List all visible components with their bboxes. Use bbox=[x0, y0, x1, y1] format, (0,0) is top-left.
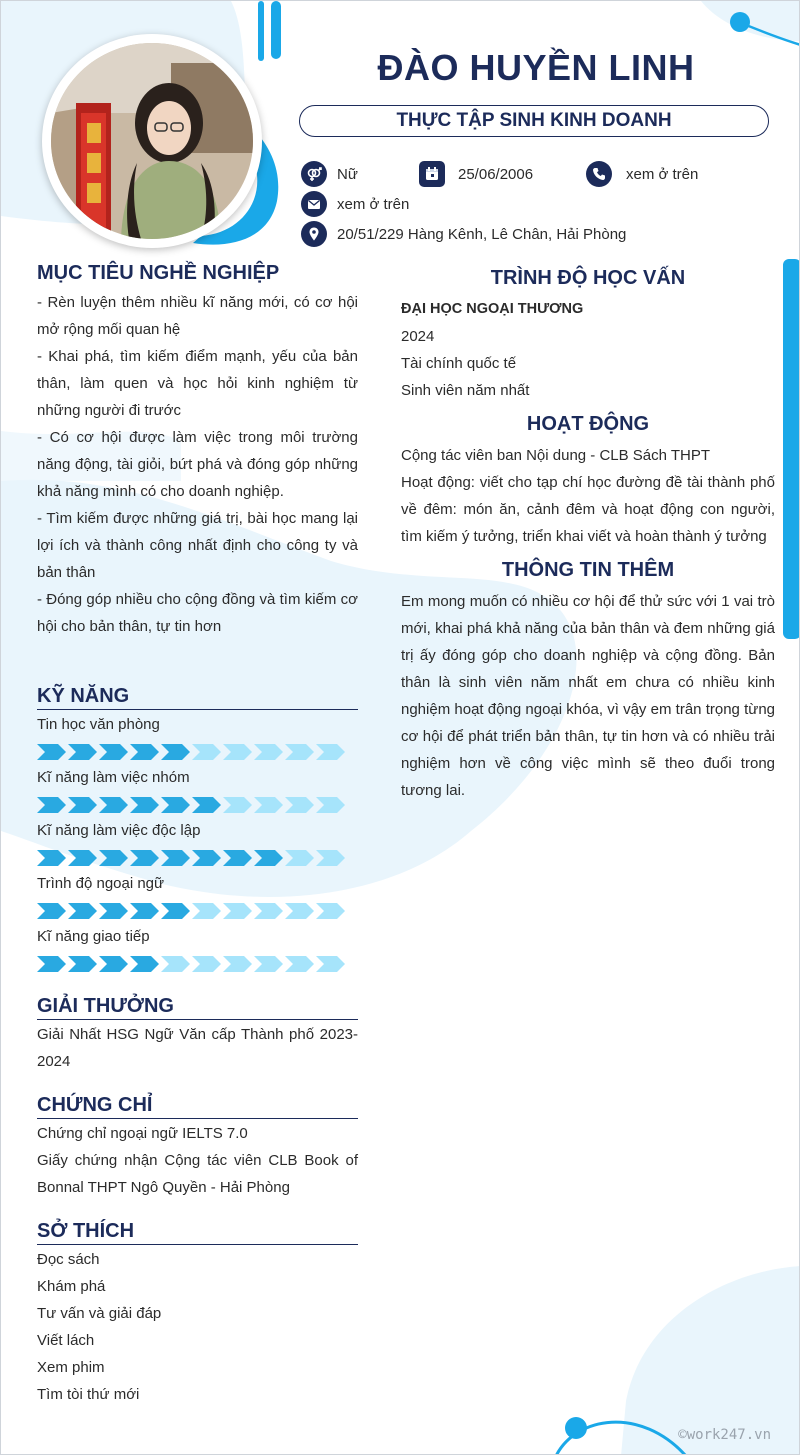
education-major: Tài chính quốc tế bbox=[401, 355, 517, 372]
activities-heading: HOẠT ĐỘNG bbox=[526, 413, 650, 435]
education-year: 2024 bbox=[401, 328, 435, 345]
skill-chevron bbox=[37, 744, 66, 760]
hobby-item: Tìm tòi thứ mới bbox=[37, 1386, 140, 1403]
skill-chevron bbox=[254, 956, 283, 972]
skill-label: Kĩ năng làm việc độc lập bbox=[37, 822, 201, 839]
skill-chevron bbox=[316, 850, 345, 866]
gender-value: Nữ bbox=[337, 165, 358, 183]
extra-info-heading: THÔNG TIN THÊM bbox=[501, 559, 675, 581]
profile-photo bbox=[51, 43, 253, 239]
education-details bbox=[401, 296, 775, 404]
skill-chevron bbox=[99, 850, 128, 866]
phone-icon bbox=[586, 161, 612, 187]
skill-chevron bbox=[285, 956, 314, 972]
watermark: ©work247.vn bbox=[678, 1427, 771, 1443]
avatar bbox=[42, 34, 262, 248]
objective-item: - Đóng góp nhiều cho cộng đồng và tìm kiếm cơ hội cho bản thân, tự tin hơn bbox=[37, 591, 358, 635]
hobby-item: Viết lách bbox=[37, 1332, 95, 1349]
skill-chevron bbox=[316, 797, 345, 813]
email-icon bbox=[301, 191, 327, 217]
skill-chevron bbox=[254, 850, 283, 866]
dob-info bbox=[419, 161, 533, 187]
education-heading: TRÌNH ĐỘ HỌC VẤN bbox=[490, 267, 686, 289]
gender-icon bbox=[301, 161, 327, 187]
objective-item: - Rèn luyện thêm nhiều kĩ năng mới, có cơ hội mở rộng mối quan hệ bbox=[37, 294, 358, 338]
skill-chevron bbox=[223, 956, 252, 972]
skill-label: Kĩ năng làm việc nhóm bbox=[37, 769, 190, 786]
gender-info bbox=[301, 161, 358, 187]
skill-chevron bbox=[37, 850, 66, 866]
skill-chevron bbox=[254, 744, 283, 760]
activity-role: Cộng tác viên ban Nội dung - CLB Sách THPT bbox=[401, 447, 711, 464]
phone-value: xem ở trên bbox=[626, 165, 699, 183]
skill-chevron bbox=[192, 956, 221, 972]
objective-list bbox=[37, 289, 358, 640]
dob-value: 25/06/2006 bbox=[458, 165, 534, 183]
skill-chevron bbox=[316, 956, 345, 972]
objective-item: - Có cơ hội được làm việc trong môi trường năng động, tài giỏi, bứt phá và đóng góp những khả năng mình có cho doanh nghiệp. bbox=[37, 429, 358, 500]
location-icon bbox=[301, 221, 327, 247]
skill-chevron bbox=[192, 797, 221, 813]
activity-description: Hoạt động: viết cho tạp chí học đường đề tài thành phố về đêm: món ăn, cảnh đêm và hoạt động con người, tìm kiếm ý tưởng, triển khai viết và hoàn thành ý tưởng bbox=[401, 474, 775, 545]
skill-chevron bbox=[285, 903, 314, 919]
skill-label: Trình độ ngoại ngữ bbox=[37, 875, 165, 892]
skill-chevron bbox=[130, 850, 159, 866]
skill-label: Tin học văn phòng bbox=[37, 716, 160, 733]
skill-chevron bbox=[68, 956, 97, 972]
skill-chevron bbox=[285, 744, 314, 760]
skill-chevron bbox=[192, 744, 221, 760]
skill-chevron bbox=[99, 956, 128, 972]
skill-chevron bbox=[68, 744, 97, 760]
skill-chevron bbox=[161, 850, 190, 866]
skill-bar bbox=[37, 744, 347, 760]
address-info bbox=[301, 221, 626, 247]
hobby-item: Khám phá bbox=[37, 1278, 106, 1295]
candidate-name: ĐÀO HUYỀN LINH bbox=[377, 47, 695, 88]
awards-heading: GIẢI THƯỞNG bbox=[37, 995, 358, 1020]
skill-label: Kĩ năng giao tiếp bbox=[37, 928, 150, 945]
phone-info bbox=[586, 161, 698, 187]
skill-chevron bbox=[161, 956, 190, 972]
education-note: Sinh viên năm nhất bbox=[401, 382, 530, 399]
skill-chevron bbox=[37, 797, 66, 813]
skill-chevron bbox=[316, 903, 345, 919]
skill-bar bbox=[37, 956, 347, 972]
skill-chevron bbox=[99, 797, 128, 813]
certificate-item: Chứng chỉ ngoại ngữ IELTS 7.0 bbox=[37, 1125, 248, 1142]
certificates-heading: CHỨNG CHỈ bbox=[37, 1094, 358, 1119]
skill-chevron bbox=[130, 903, 159, 919]
skill-chevron bbox=[130, 956, 159, 972]
address-value: 20/51/229 Hàng Kênh, Lê Chân, Hải Phòng bbox=[337, 225, 627, 243]
skills-heading: KỸ NĂNG bbox=[37, 685, 358, 710]
calendar-icon bbox=[419, 161, 445, 187]
skill-chevron bbox=[254, 903, 283, 919]
activities-details bbox=[401, 442, 775, 550]
hobbies-heading: SỞ THÍCH bbox=[37, 1220, 358, 1245]
email-value: xem ở trên bbox=[337, 195, 410, 213]
skill-chevron bbox=[192, 850, 221, 866]
certificates-list bbox=[37, 1120, 358, 1201]
skill-chevron bbox=[192, 903, 221, 919]
skill-chevron bbox=[223, 903, 252, 919]
award-text: Giải Nhất HSG Ngữ Văn cấp Thành phố 2023-2024 bbox=[37, 1026, 358, 1070]
skill-chevron bbox=[37, 956, 66, 972]
extra-info-text: Em mong muốn có nhiều cơ hội để thử sức với 1 vai trò mới, khai phá khả năng của bản thân và đem những giá trị ấy đóng góp cho doanh nghiệp và cộng đồng. Bản thân là sinh viên năm nhất em chưa có nhiều kinh nghiệm hoạt động ngoại khóa, vì vậy em trân trọng từng cơ hội để phát triển bản thân, tự tin hơn và có nhiều trải nghiệm hơn về công việc mình sẽ theo đuổi trong tương lai. bbox=[401, 593, 775, 799]
skill-chevron bbox=[223, 797, 252, 813]
objective-heading: MỤC TIÊU NGHỀ NGHIỆP bbox=[37, 262, 280, 284]
position-title: THỰC TẬP SINH KINH DOANH bbox=[299, 105, 769, 137]
hobby-item: Xem phim bbox=[37, 1359, 105, 1376]
skill-chevron bbox=[223, 744, 252, 760]
skill-chevron bbox=[285, 797, 314, 813]
skill-chevron bbox=[37, 903, 66, 919]
skill-chevron bbox=[130, 797, 159, 813]
skill-chevron bbox=[99, 744, 128, 760]
hobby-item: Đọc sách bbox=[37, 1251, 100, 1268]
skill-chevron bbox=[130, 744, 159, 760]
skill-bar bbox=[37, 797, 347, 813]
skill-chevron bbox=[68, 797, 97, 813]
objective-item: - Tìm kiếm được những giá trị, bài học mang lại lợi ích và thành công nhất định cho công ty và bản thân bbox=[37, 510, 358, 581]
skill-chevron bbox=[161, 797, 190, 813]
objective-item: - Khai phá, tìm kiếm điểm mạnh, yếu của bản thân, làm quen và học hỏi kinh nghiệm từ những người đi trước bbox=[37, 348, 358, 419]
hobby-item: Tư vấn và giải đáp bbox=[37, 1305, 162, 1322]
school-name: ĐẠI HỌC NGOẠI THƯƠNG bbox=[401, 301, 584, 317]
skill-chevron bbox=[68, 903, 97, 919]
skill-chevron bbox=[316, 744, 345, 760]
skill-chevron bbox=[161, 903, 190, 919]
email-info bbox=[301, 191, 409, 217]
skill-chevron bbox=[223, 850, 252, 866]
skill-chevron bbox=[99, 903, 128, 919]
skill-chevron bbox=[161, 744, 190, 760]
skill-chevron bbox=[68, 850, 97, 866]
hobbies-list bbox=[37, 1246, 358, 1408]
certificate-item: Giấy chứng nhận Cộng tác viên CLB Book of Bonnal THPT Ngô Quyền - Hải Phòng bbox=[37, 1152, 358, 1196]
skill-chevron bbox=[285, 850, 314, 866]
skill-chevron bbox=[254, 797, 283, 813]
skill-bar bbox=[37, 903, 347, 919]
skill-bar bbox=[37, 850, 347, 866]
